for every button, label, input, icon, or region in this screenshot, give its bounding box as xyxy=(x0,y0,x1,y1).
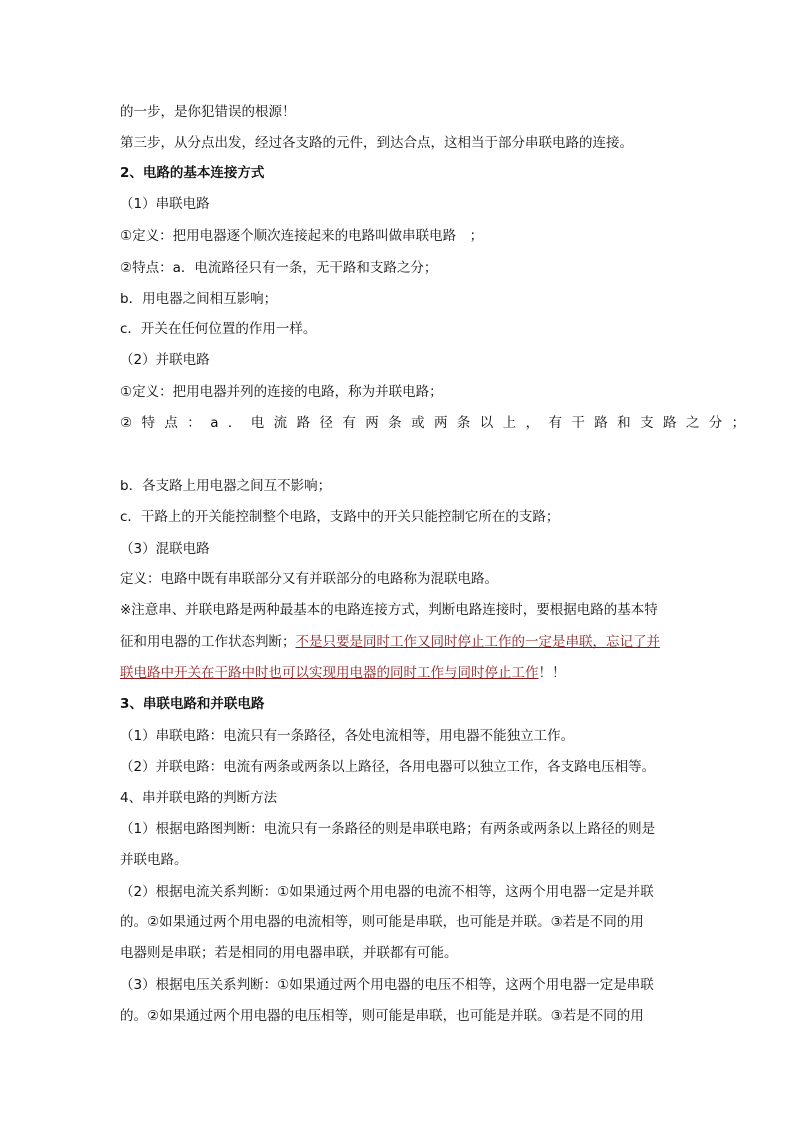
note-text: ！！ xyxy=(538,665,566,681)
section-heading: 4、串并联电路的判断方法 xyxy=(120,790,278,806)
text-line: 定义：电路中既有串联部分又有并联部分的电路称为混联电路。 xyxy=(120,571,498,587)
text-line: b．用电器之间相互影响； xyxy=(120,291,278,307)
text-line: 电器则是串联；若是相同的用电器串联，并联都有可能。 xyxy=(120,945,458,961)
text-line: ①定义：把用电器并列的连接的电路，称为并联电路； xyxy=(120,384,443,400)
text-line: c．开关在任何位置的作用一样。 xyxy=(120,321,317,337)
note-line xyxy=(120,633,675,651)
text-line: 的一步，是你犯错误的根源！ xyxy=(120,104,296,120)
section-heading: 3、串联电路和并联电路 xyxy=(120,696,265,712)
text-line: （1）根据电路图判断：电流只有一条路径的则是串联电路；有两条或两条以上路径的则是 xyxy=(120,821,656,837)
text-line: 的。②如果通过两个用电器的电压相等，则可能是串联，也可能是并联。③若是不同的用 xyxy=(120,1008,644,1024)
text-line: ①定义：把用电器逐个顺次连接起来的电路叫做串联电路 ； xyxy=(120,228,484,244)
text-line: ②特点：a．电流路径只有一条，无干路和支路之分； xyxy=(120,260,438,276)
highlighted-warning: 不是只要是同时工作又同时停止工作的一定是串联，忘记了并 xyxy=(295,634,660,650)
text-line: c．干路上的开关能控制整个电路，支路中的开关只能控制它所在的支路； xyxy=(120,509,560,525)
text-line: （1）串联电路：电流只有一条路径，各处电流相等，用电器不能独立工作。 xyxy=(120,728,575,744)
text-line: 并联电路。 xyxy=(120,852,188,868)
text-line: 第三步，从分点出发，经过各支路的元件，到达合点，这相当于部分串联电路的连接。 xyxy=(120,135,633,151)
section-heading: 2、电路的基本连接方式 xyxy=(120,165,265,181)
text-line: b．各支路上用电器之间互不影响； xyxy=(120,478,332,494)
subsection-heading: （1）串联电路 xyxy=(120,196,210,212)
text-line-justified: ②特点：a．电流路径有两条或两条以上，有干路和支路之分； xyxy=(120,415,755,431)
highlighted-warning: 联电路中开关在干路中时也可以实现用电器的同时工作与同时停止工作 xyxy=(120,665,539,681)
subsection-heading: （3）混联电路 xyxy=(120,541,210,557)
text-line: （2）并联电路：电流有两条或两条以上路径，各用电器可以独立工作，各支路电压相等。 xyxy=(120,759,656,775)
note-line xyxy=(120,664,675,682)
note-line: ※注意串、并联电路是两种最基本的电路连接方式，判断电路连接时，要根据电路的基本特 xyxy=(120,602,658,618)
text-line: （3）根据电压关系判断：①如果通过两个用电器的电压不相等，这两个用电器一定是串联 xyxy=(120,977,654,993)
note-text: 征和用电器的工作状态判断； xyxy=(120,634,296,650)
text-line: （2）根据电流关系判断：①如果通过两个用电器的电流不相等，这两个用电器一定是并联 xyxy=(120,884,654,900)
text-line: 的。②如果通过两个用电器的电流相等，则可能是串联，也可能是并联。③若是不同的用 xyxy=(120,914,644,930)
subsection-heading: （2）并联电路 xyxy=(120,352,210,368)
